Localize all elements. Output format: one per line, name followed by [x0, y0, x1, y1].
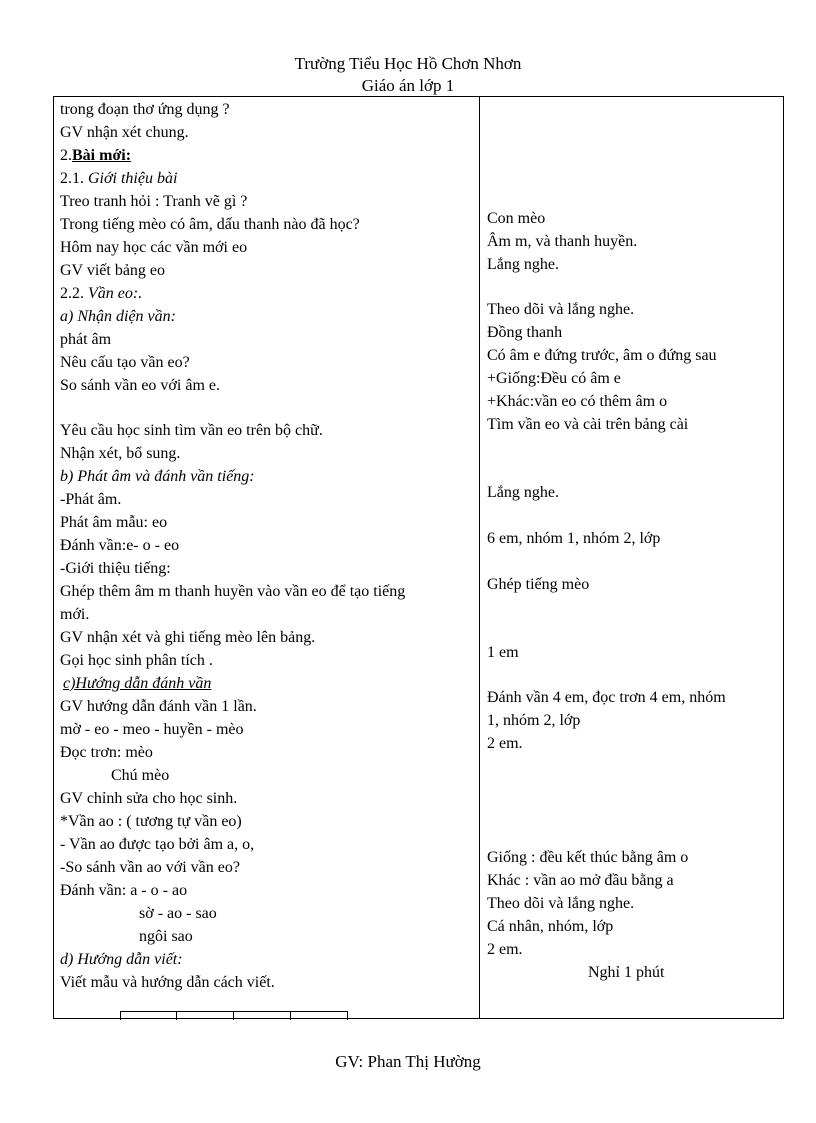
right-line-break-note: Nghỉ 1 phút — [588, 964, 665, 981]
left-line: Đánh vần: a - o - ao — [60, 882, 188, 899]
right-line: Lắng nghe. — [487, 256, 559, 273]
right-line: Con mèo — [487, 210, 546, 227]
left-line: Phát âm mẫu: eo — [60, 514, 168, 531]
left-line: Đánh vần:e- o - eo — [60, 537, 180, 554]
grid-line — [347, 1012, 348, 1020]
grid-line — [120, 1012, 121, 1020]
left-line: Yêu cầu học sinh tìm vần eo trên bộ chữ. — [60, 422, 323, 439]
right-line: Khác : vần ao mở đầu bằng a — [487, 872, 674, 889]
right-line: Cá nhân, nhóm, lớp — [487, 918, 614, 935]
subsection-heading: 2.1. Giới thiệu bài — [60, 170, 178, 187]
right-line: Đồng thanh — [487, 324, 563, 341]
left-line: GV nhận xét chung. — [60, 124, 189, 141]
left-line: GV viết bảng eo — [60, 262, 166, 279]
teacher-footer: GV: Phan Thị Hường — [335, 1052, 481, 1071]
right-line: Theo dõi và lắng nghe. — [487, 895, 635, 912]
left-line: Treo tranh hỏi : Tranh vẽ gì ? — [60, 193, 248, 210]
left-line: mờ - eo - meo - huyền - mèo — [60, 721, 244, 738]
left-line: Nhận xét, bổ sung. — [60, 445, 181, 462]
right-line: Lắng nghe. — [487, 484, 559, 501]
left-line: phát âm — [60, 331, 112, 348]
step-heading: c)Hướng dẫn đánh vần — [63, 675, 212, 692]
left-line: Trong tiếng mèo có âm, dấu thanh nào đã học? — [60, 216, 360, 233]
step-heading: d) Hướng dẫn viết: — [60, 951, 183, 968]
right-line: 6 em, nhóm 1, nhóm 2, lớp — [487, 530, 661, 547]
column-divider — [479, 96, 480, 1019]
right-line: 2 em. — [487, 735, 523, 752]
left-line: *Vần ao : ( tương tự vần eo) — [60, 813, 242, 830]
left-line: -Phát âm. — [60, 491, 122, 508]
left-line: Đọc trơn: mèo — [60, 744, 153, 761]
left-line: sờ - ao - sao — [139, 905, 217, 922]
left-line: Ghép thêm âm m thanh huyền vào vần eo để tạo tiếng — [60, 583, 406, 600]
right-line: Ghép tiếng mèo — [487, 576, 590, 593]
right-line: +Khác:vần eo có thêm âm o — [487, 393, 668, 410]
lesson-plan-subtitle: Giáo án lớp 1 — [361, 76, 455, 95]
right-line: 1, nhóm 2, lớp — [487, 712, 581, 729]
left-line: Chú mèo — [111, 767, 170, 784]
right-line: Giống : đều kết thúc bằng âm o — [487, 849, 689, 866]
grid-line — [290, 1012, 291, 1020]
grid-line — [233, 1012, 234, 1020]
step-heading: b) Phát âm và đánh vần tiếng: — [60, 468, 255, 485]
left-line: Gọi học sinh phân tích . — [60, 652, 213, 669]
left-line: Nêu cấu tạo vần eo? — [60, 354, 190, 371]
grid-line — [176, 1012, 177, 1020]
left-line: - Vần ao được tạo bởi âm a, o, — [60, 836, 255, 853]
left-line: -So sánh vần ao với vần eo? — [60, 859, 240, 876]
left-line: GV chỉnh sửa cho học sinh. — [60, 790, 238, 807]
right-line: Tìm vần eo và cài trên bảng cài — [487, 416, 689, 433]
left-line: GV nhận xét và ghi tiếng mèo lên bảng. — [60, 629, 316, 646]
left-line: mới. — [60, 606, 90, 623]
writing-grid — [120, 1011, 348, 1019]
left-line: trong đoạn thơ ứng dụng ? — [60, 101, 230, 118]
right-line: +Giống:Đều có âm e — [487, 370, 621, 387]
left-line: So sánh vần eo với âm e. — [60, 377, 220, 394]
left-line: GV hướng dẫn đánh vần 1 lần. — [60, 698, 257, 715]
left-line: -Giới thiệu tiếng: — [60, 560, 171, 577]
section-heading-bai-moi: 2.Bài mới: — [60, 147, 132, 164]
right-line: 2 em. — [487, 941, 523, 958]
right-line: Có âm e đứng trước, âm o đứng sau — [487, 347, 717, 364]
step-heading: a) Nhận diện vần: — [60, 308, 176, 325]
right-line: Đánh vần 4 em, đọc trơn 4 em, nhóm — [487, 689, 726, 706]
right-line: Theo dõi và lắng nghe. — [487, 301, 635, 318]
school-name: Trường Tiểu Học Hồ Chơn Nhơn — [294, 54, 522, 73]
left-line: Hôm nay học các vần mới eo — [60, 239, 248, 256]
left-line: ngôi sao — [139, 928, 193, 945]
subsection-heading: 2.2. Vần eo:. — [60, 285, 143, 302]
right-line: 1 em — [487, 644, 519, 661]
right-line: Âm m, và thanh huyền. — [487, 233, 638, 250]
left-line: Viết mẫu và hướng dẫn cách viết. — [60, 974, 275, 991]
